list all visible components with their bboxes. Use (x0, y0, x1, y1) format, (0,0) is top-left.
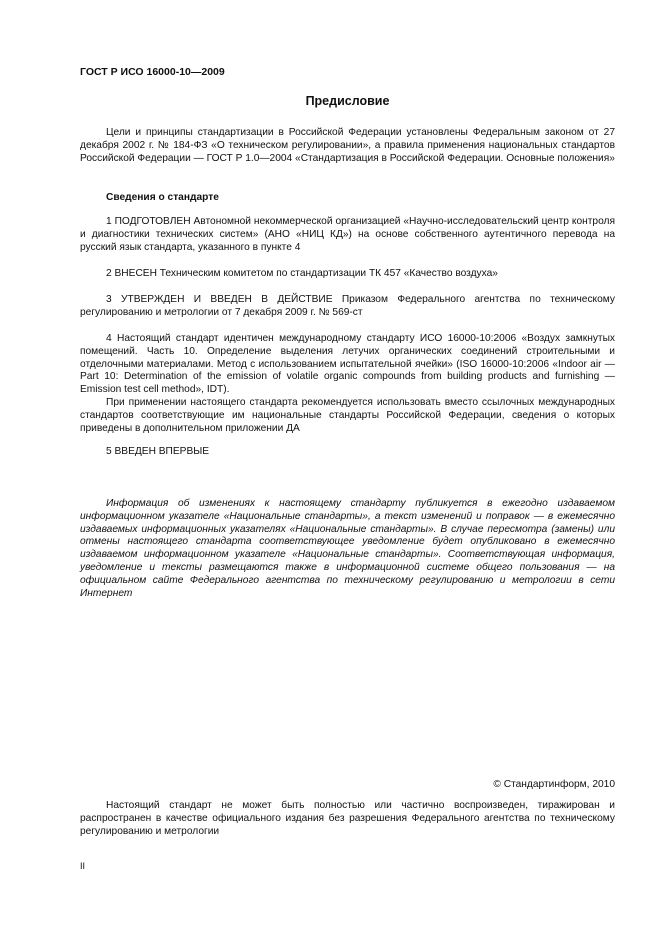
item-5-text: 5 ВВЕДЕН ВПЕРВЫЕ (106, 446, 210, 457)
item-4-paragraph (80, 333, 615, 435)
reproduction-notice-paragraph (80, 800, 615, 838)
info-notice-paragraph (80, 498, 615, 600)
item-5-paragraph (80, 446, 615, 459)
section-subheading: Сведения о стандарте (106, 192, 219, 203)
item-2-text: 2 ВНЕСЕН Техническим комитетом по стандартизации ТК 457 «Качество воздуха» (106, 268, 498, 279)
reproduction-notice-text: Настоящий стандарт не может быть полностью или частично воспроизведен, тиражирован и распространен в качестве официального издания без разрешения Федерального агентства по техническому регулированию и метрологии (80, 800, 615, 837)
item-3-text: 3 УТВЕРЖДЕН И ВВЕДЕН В ДЕЙСТВИЕ Приказом Федерального агентства по техническому регулированию и метрологии от 7 декабря 2009 г. № 569-ст (80, 294, 615, 318)
page-title: Предисловие (305, 94, 390, 108)
item-4-note-text: При применении настоящего стандарта рекомендуется использовать вместо ссылочных международных стандартов соответствующие им национальные стандарты Российской Федерации, сведения о которых приведены в дополнительном приложении ДА (80, 396, 615, 434)
item-3-paragraph (80, 294, 615, 320)
copyright-line: © Стандартинформ, 2010 (493, 779, 615, 790)
item-2-paragraph (80, 268, 615, 281)
item-1-paragraph (80, 216, 615, 254)
item-1-text: 1 ПОДГОТОВЛЕН Автономной некоммерческой организацией «Научно-исследовательский центр контроля и диагностики технических систем» (АНО «НИЦ КД») на основе собственного аутентичного перевода на русский язык стандарта, указанного в пункте 4 (80, 216, 615, 253)
page-number: II (80, 861, 86, 871)
item-4-text: 4 Настоящий стандарт идентичен международному стандарту ИСО 16000-10:2006 «Воздух замкнутых помещений. Часть 10. Определение выделения летучих органических соединений строительными и отделочными материалами. Метод с использованием испытательной ячейки» (ISO 16000-10:2006 «Indoor air — Part 10: Determination of the emission of volatile organic compounds from building products and furnishing — Emission test cell method», IDT). (80, 333, 615, 396)
intro-text: Цели и принципы стандартизации в Российской Федерации установлены Федеральным законом от 27 декабря 2002 г. № 184-ФЗ «О техническом регулировании», а правила применения национальных стандартов Российской Федерации — ГОСТ Р 1.0—2004 «Стандартизация в Российской Федерации. Основные положения» (80, 127, 615, 164)
intro-paragraph (80, 127, 615, 165)
info-notice-text: Информация об изменениях к настоящему стандарту публикуется в ежегодно издаваемом информационном указателе «Национальные стандарты», а текст изменений и поправок — в ежемесячно издаваемых информационных указателях «Национальные стандарты». В случае пересмотра (замены) или отмены настоящего стандарта соответствующее уведомление будет опубликовано в ежемесячно издаваемом информационном указателе «Национальные стандарты». Соответствующая информация, уведомление и тексты размещаются также в информационной системе общего пользования — на официальном сайте Федерального агентства по техническому регулированию и метрологии в сети Интернет (80, 498, 615, 599)
document-header: ГОСТ Р ИСО 16000-10—2009 (80, 66, 225, 78)
